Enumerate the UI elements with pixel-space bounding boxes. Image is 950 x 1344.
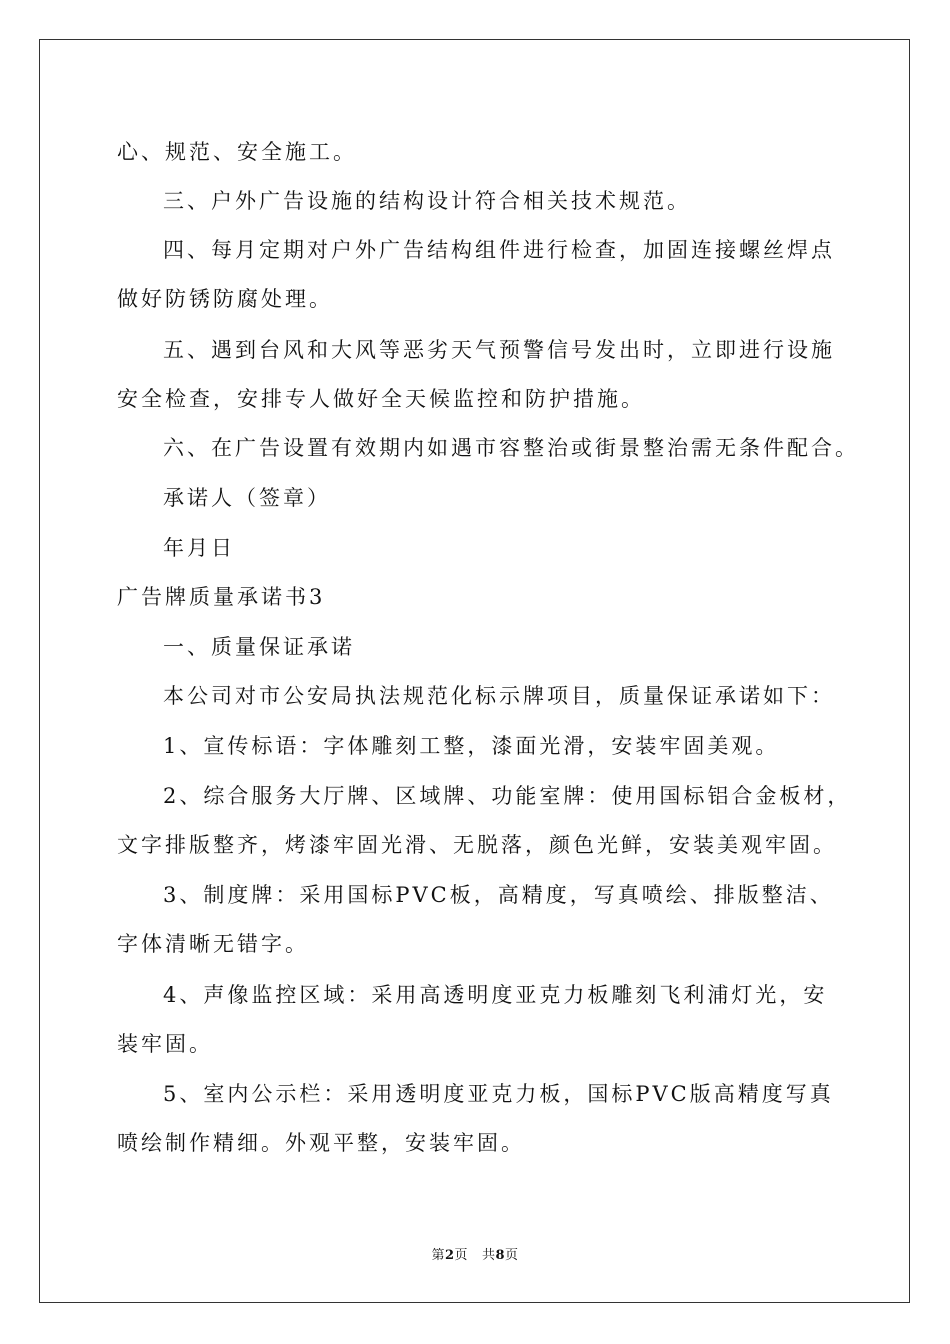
paragraph-line: 安全检查，安排专人做好全天候监控和防护措施。: [117, 387, 645, 411]
date-label: 年月日: [163, 536, 235, 560]
list-item: 2、综合服务大厅牌、区域牌、功能室牌：使用国标铝合金板材，: [163, 784, 852, 808]
paragraph-line: 心、规范、安全施工。: [117, 140, 357, 164]
section-heading: 一、质量保证承诺: [163, 635, 355, 659]
paragraph-line: 五、遇到台风和大风等恶劣天气预警信号发出时，立即进行设施: [163, 338, 835, 362]
paragraph-line: 四、每月定期对户外广告结构组件进行检查，加固连接螺丝焊点: [163, 238, 835, 262]
paragraph-line: 本公司对市公安局执法规范化标示牌项目，质量保证承诺如下：: [163, 684, 835, 708]
list-item: 1、宣传标语：字体雕刻工整，漆面光滑，安装牢固美观。: [163, 734, 780, 758]
section-title: 广告牌质量承诺书3: [117, 585, 326, 609]
page-prefix: 第: [431, 1248, 445, 1263]
list-item-continuation: 文字排版整齐，烤漆牢固光滑、无脱落，颜色光鲜，安装美观牢固。: [117, 833, 837, 857]
list-item: 5、室内公示栏：采用透明度亚克力板，国标PVC版高精度写真: [163, 1082, 834, 1106]
paragraph-line: 做好防锈防腐处理。: [117, 287, 333, 311]
list-item-continuation: 字体清晰无错字。: [117, 932, 309, 956]
total-pages: 8: [495, 1248, 506, 1263]
list-item-continuation: 喷绘制作精细。外观平整，安装牢固。: [117, 1131, 525, 1155]
total-prefix: 共: [481, 1248, 496, 1263]
paragraph-line: 六、在广告设置有效期内如遇市容整治或街景整治需无条件配合。: [163, 436, 859, 460]
page-number: 2: [444, 1248, 455, 1263]
list-item: 3、制度牌：采用国标PVC板，高精度，写真喷绘、排版整洁、: [163, 883, 834, 907]
paragraph-line: 三、户外广告设施的结构设计符合相关技术规范。: [163, 189, 691, 213]
signature-label: 承诺人（签章）: [163, 486, 331, 510]
list-item-continuation: 装牢固。: [117, 1032, 213, 1056]
page-footer: [0, 1248, 950, 1264]
list-item: 4、声像监控区域：采用高透明度亚克力板雕刻飞利浦灯光，安: [163, 983, 828, 1007]
page-border: [39, 39, 910, 1303]
total-suffix: 页: [505, 1248, 519, 1263]
page-suffix: 页: [454, 1248, 469, 1263]
